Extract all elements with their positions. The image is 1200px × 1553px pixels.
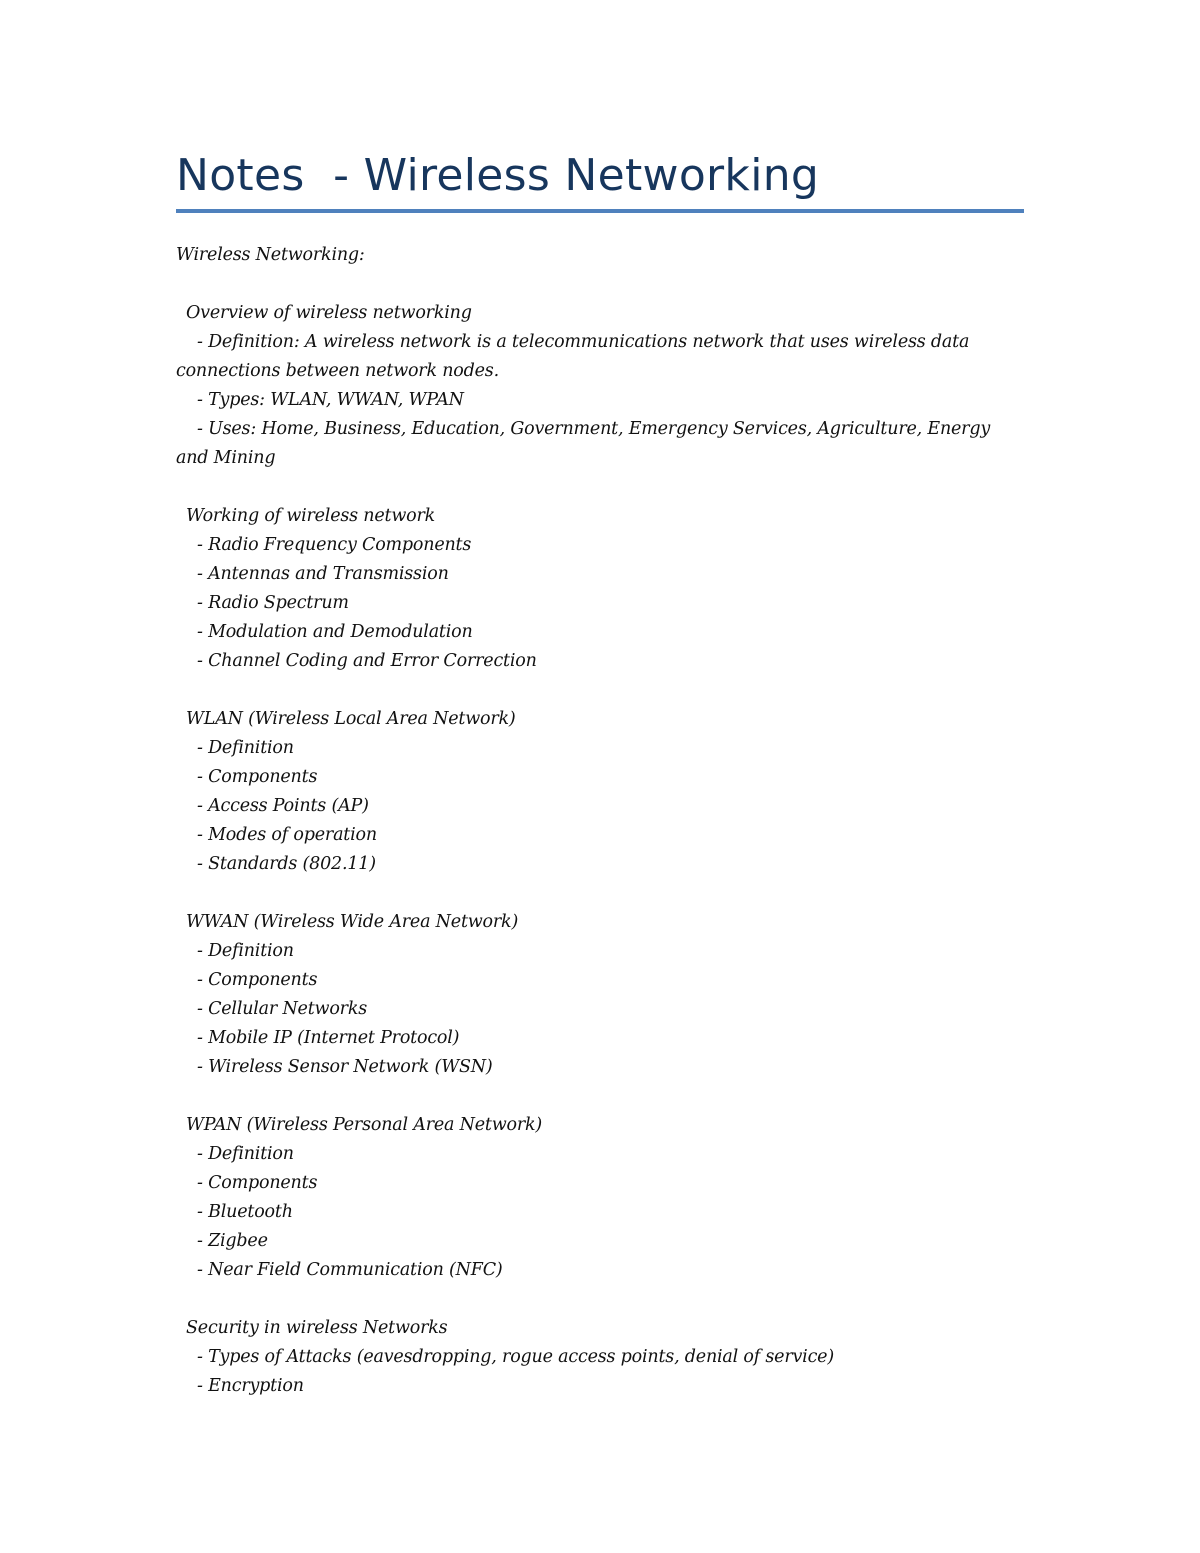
list-item: - Definition: A wireless network is a telecommunications network that uses wireless data connections between network nodes.: [176, 332, 970, 381]
section-heading: WPAN (Wireless Personal Area Network): [186, 1115, 543, 1135]
section-heading: WWAN (Wireless Wide Area Network): [186, 912, 519, 932]
list-item: - Near Field Communication (NFC): [197, 1260, 503, 1280]
section-working: [176, 502, 1026, 676]
list-item: - Definition: [197, 1144, 294, 1164]
section-wwan: [176, 908, 1026, 1082]
list-item: - Types: WLAN, WWAN, WPAN: [197, 390, 464, 410]
list-item: - Modes of operation: [197, 825, 377, 845]
list-item: - Modulation and Demodulation: [197, 622, 473, 642]
list-item: - Definition: [197, 941, 294, 961]
section-heading: WLAN (Wireless Local Area Network): [186, 709, 516, 729]
list-item: - Wireless Sensor Network (WSN): [197, 1057, 493, 1077]
list-item: - Types of Attacks (eavesdropping, rogue access points, denial of service): [197, 1347, 834, 1367]
spacer: [176, 1082, 1026, 1111]
spacer: [176, 676, 1026, 705]
spacer: [176, 270, 1026, 299]
list-item: - Standards (802.11): [197, 854, 376, 874]
section-wlan: [176, 705, 1026, 879]
section-heading: Working of wireless network: [186, 506, 436, 526]
list-item: - Bluetooth: [197, 1202, 293, 1222]
intro-label: Wireless Networking:: [176, 245, 365, 265]
spacer: [176, 473, 1026, 502]
list-item: - Channel Coding and Error Correction: [197, 651, 537, 671]
list-item: - Access Points (AP): [197, 796, 369, 816]
list-item: - Components: [197, 767, 318, 787]
spacer: [176, 1285, 1026, 1314]
document-body: [176, 241, 1026, 1401]
page-title: Notes - Wireless Networking: [176, 150, 820, 201]
list-item: - Definition: [197, 738, 294, 758]
section-wpan: [176, 1111, 1026, 1285]
list-item: - Uses: Home, Business, Education, Government, Emergency Services, Agriculture, Energy and Mining: [176, 419, 991, 468]
section-overview: [176, 299, 1026, 473]
list-item: - Radio Frequency Components: [197, 535, 472, 555]
section-heading: Overview of wireless networking: [186, 303, 472, 323]
list-item: - Mobile IP (Internet Protocol): [197, 1028, 460, 1048]
list-item: - Cellular Networks: [197, 999, 368, 1019]
title-underline: [176, 209, 1024, 213]
spacer: [176, 879, 1026, 908]
list-item: - Antennas and Transmission: [197, 564, 449, 584]
list-item: - Encryption: [197, 1376, 304, 1396]
section-heading: Security in wireless Networks: [186, 1318, 448, 1338]
list-item: - Zigbee: [197, 1231, 268, 1251]
list-item: - Components: [197, 970, 318, 990]
list-item: - Components: [197, 1173, 318, 1193]
section-security: [176, 1314, 1026, 1401]
list-item: - Radio Spectrum: [197, 593, 349, 613]
